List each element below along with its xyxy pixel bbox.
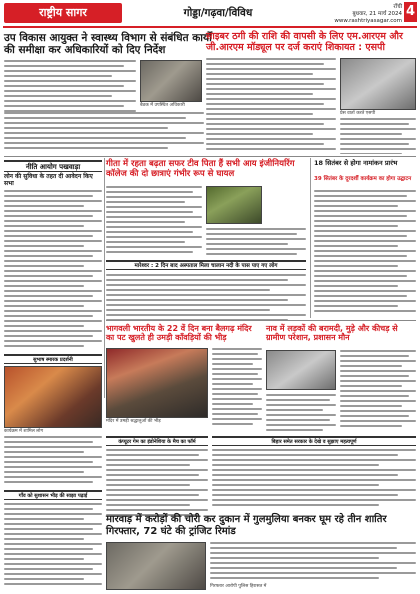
right-column-body — [314, 190, 416, 316]
headline-temple: भागवली भारतीय के 22 वें दिन बना बैलगढ़ मंदिर का पट खुलते ही उमड़ी काँवड़ियों की भीड़ — [106, 324, 252, 343]
box-village: गाँव को सुशासन भीड़ की साझा पढ़ाई — [4, 490, 102, 500]
boat-body — [340, 350, 416, 430]
box-subhash: सुभाष स्मारक प्रदर्शनी — [4, 354, 102, 364]
center-lower-body — [106, 449, 208, 519]
masthead — [0, 0, 420, 30]
students-photo — [206, 186, 262, 224]
meeting-photo — [140, 60, 202, 102]
arrest-photo-caption: गिरफ्तार आरोपी पुलिस हिरासत में — [210, 584, 267, 589]
headline-admission: 18 सितंबर से होगा नामांकन प्रारंभ — [314, 159, 398, 167]
left-column-body — [4, 190, 102, 350]
story-body-1b — [4, 112, 204, 152]
box-bihar: बिहार समेत सरकार के देखे व सुझाए महत्वपूर्ण — [212, 436, 416, 446]
sp-press-photo — [340, 58, 416, 110]
temple-crowd-photo — [106, 348, 208, 418]
boat-mud-photo — [266, 350, 336, 390]
left-lower-body — [4, 436, 102, 486]
story-body-1 — [4, 60, 136, 112]
center-body-1 — [106, 186, 202, 256]
headline-theft-arrest: मारवाड़ में करोड़ों की चोरी कर दुकान में गुलमुलिया बनकर घूम रहे तीन शातिर गिरफ्तार, 72 घंटे की ट्रांजिट रिमांड — [106, 514, 387, 537]
headline-loan: लोन की सुविधा के तहत दी आवेदन किए सभा — [4, 173, 93, 187]
meeting-photo-caption: बैठक में उपस्थित अधिकारी — [140, 103, 185, 108]
arrested-accused-photo — [106, 542, 206, 590]
boat-body-2 — [266, 394, 336, 434]
column-rule-1 — [104, 158, 105, 398]
headline-boat: नाव में लड़कों की बरामदी, मुड़े और कीचड़ से ग्रामीण परेशान, प्रशासन मौन — [266, 324, 398, 343]
center-body-3 — [106, 274, 306, 320]
column-rule-2 — [310, 158, 311, 318]
headline-inauguration: 39 सितंबर के दूरदर्शी कार्यक्रम का होगा उद्घाटन — [314, 176, 412, 182]
left-bottom-body — [4, 503, 102, 591]
center-body-2 — [206, 228, 306, 258]
sp-press-photo-caption: प्रेस वार्ता करते एसपी — [340, 111, 376, 116]
headline-dev-commissioner: उप विकास आयुक्त ने स्वास्थ्य विभाग से संबंधित कार्यों की समीक्षा कर अधिकारियों को दिए निर्देश — [4, 32, 212, 57]
section-divider-2 — [106, 320, 416, 321]
dateline: राँची बुधवार, 21 मार्च 2024 www.rashtriyasagar.com — [334, 4, 402, 24]
section-divider-1 — [4, 156, 416, 157]
right-lower-body — [212, 449, 416, 509]
box-maresh: मारेश्वर : 2 दिन बाद अस्पताल मिला चालान नदी के पास पाए गए लोग — [106, 260, 306, 270]
headline-cyber-fraud: साइबर ठगी की राशि की वापसी के लिए एम.आरएम और जी.आरएम मॉड्यूल पर दर्ज कराएं शिकायत : एसपी — [206, 31, 403, 53]
page-number: 4 — [404, 2, 417, 22]
bottom-body — [210, 542, 416, 582]
newspaper-brand: राष्ट्रीय सागर — [4, 3, 122, 23]
headline-engineering-students: गीता में रहता बढ़ता सफर टीव पिता हैं सभी आय इंजीनियरिंग कॉलेज की दो छात्राएं गंभीर रूप से घायल — [106, 159, 295, 179]
event-photo — [4, 366, 102, 428]
story-body-2b — [340, 118, 416, 154]
box-niti: नीति आयोग पखवाड़ा — [4, 160, 102, 172]
temple-photo-caption: मंदिर में उमड़ी श्रद्धालुओं की भीड़ — [106, 419, 161, 424]
story-body-2 — [206, 58, 336, 150]
box-computer-game: कंप्यूटर गेम का इंडोनेशिया के मैच का फॉर्म — [106, 436, 208, 446]
temple-body — [212, 348, 262, 428]
section-title: गोड्डा/गढ़वा/विविध — [183, 7, 253, 19]
masthead-rule — [3, 26, 417, 28]
event-photo-caption: कार्यक्रम में शामिल लोग — [4, 429, 44, 434]
